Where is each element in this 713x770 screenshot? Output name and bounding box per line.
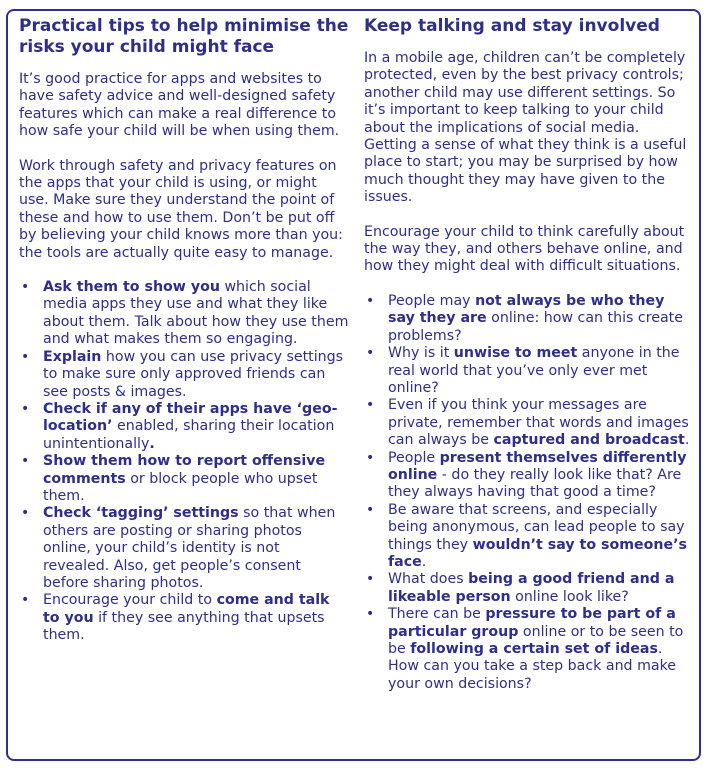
bold-text: Check if any of their apps have ‘geo-location’ xyxy=(43,400,338,435)
right-paragraph-2: Encourage your child to think carefully about the way they, and others behave online, and how they might deal with difficult situations. xyxy=(364,223,685,275)
left-heading: Practical tips to help minimise the risks your child might face xyxy=(19,16,349,57)
bullet-item: • Show them how to report offensive comments or block people who upset them. xyxy=(19,453,349,505)
bullet-item: • Check if any of their apps have ‘geo-location’ enabled, sharing their location unintentionally. xyxy=(19,401,349,453)
bold-text: present themselves differently online xyxy=(388,449,687,483)
left-bullet-list xyxy=(19,279,349,645)
bold-text: not always be who they say they are xyxy=(388,292,665,327)
bullet-item: • Even if you think your messages are private, remember that words and images can always be captured and broadcast. xyxy=(364,397,694,449)
left-paragraph-1: It’s good practice for apps and websites to have safety advice and well-designed safety features which can make a real difference to how safe your child will be when using them. xyxy=(19,71,340,140)
bullet-item: • People present themselves differently online - do they really look like that? Are they always having that good a time? xyxy=(364,450,694,502)
bold-text: pressure to be part of a particular group xyxy=(388,606,676,640)
bold-text: wouldn’t say to someone’s face xyxy=(388,536,687,570)
bullet-item: • There can be pressure to be part of a particular group online or to be seen to be following a certain set of ideas. How can you take a step back and make your own decisions? xyxy=(364,606,694,693)
bullet-item: • Explain how you can use privacy settings to make sure only approved friends can see posts & images. xyxy=(19,349,349,401)
left-paragraph-2: Work through safety and privacy features on the apps that your child is using, or might use. Make sure they understand the point of these and how to use them. Don’t be put off by believing your child knows more than you: the tools are actually quite easy to manage. xyxy=(19,157,343,261)
bullet-item: • Why is it unwise to meet anyone in the real world that you’ve only ever met online? xyxy=(364,345,694,397)
bold-text: Check ‘tagging’ settings xyxy=(43,505,239,522)
bold-text: unwise to meet xyxy=(453,345,578,362)
bold-text: Explain xyxy=(43,348,102,365)
bold-text: following a certain set of ideas xyxy=(410,641,658,657)
right-paragraph-1: In a mobile age, children can’t be completely protected, even by the best privacy controls; another child may use different settings. So it’s important to keep talking to your child about the implications of social media. Getting a sense of what they think is a useful place to start; you may be surprised by how much thought they may have given to the issues. xyxy=(364,50,687,206)
bold-text: Ask them to show you xyxy=(43,279,220,296)
right-bullet-list xyxy=(364,293,694,693)
bold-text: Show them how to report offensive comments xyxy=(43,453,326,487)
right-heading: Keep talking and stay involved xyxy=(364,16,660,36)
bullet-item: • Be aware that screens, and especially being anonymous, can lead people to say things they wouldn’t say to someone’s face. xyxy=(364,502,694,572)
bullet-item: • Encourage your child to come and talk to you if they see anything that upsets them. xyxy=(19,592,349,644)
bold-text: captured and broadcast xyxy=(493,432,685,449)
bold-text: . xyxy=(149,435,155,452)
bullet-item: • What does being a good friend and a likeable person online look like? xyxy=(364,571,694,606)
bullet-item: • Check ‘tagging’ settings so that when others are posting or sharing photos online, your child’s identity is not revealed. Also, get people’s consent before sharing photos. xyxy=(19,505,349,592)
bullet-item: • Ask them to show you which social media apps they use and what they like about them. Talk about how they use them and what makes them so engaging. xyxy=(19,279,349,349)
left-column xyxy=(19,16,349,645)
bold-text: being a good friend and a likeable person xyxy=(388,571,675,605)
bullet-item: • People may not always be who they say they are online: how can this create problems? xyxy=(364,293,694,345)
bold-text: come and talk to you xyxy=(43,592,330,626)
right-column xyxy=(364,16,694,693)
